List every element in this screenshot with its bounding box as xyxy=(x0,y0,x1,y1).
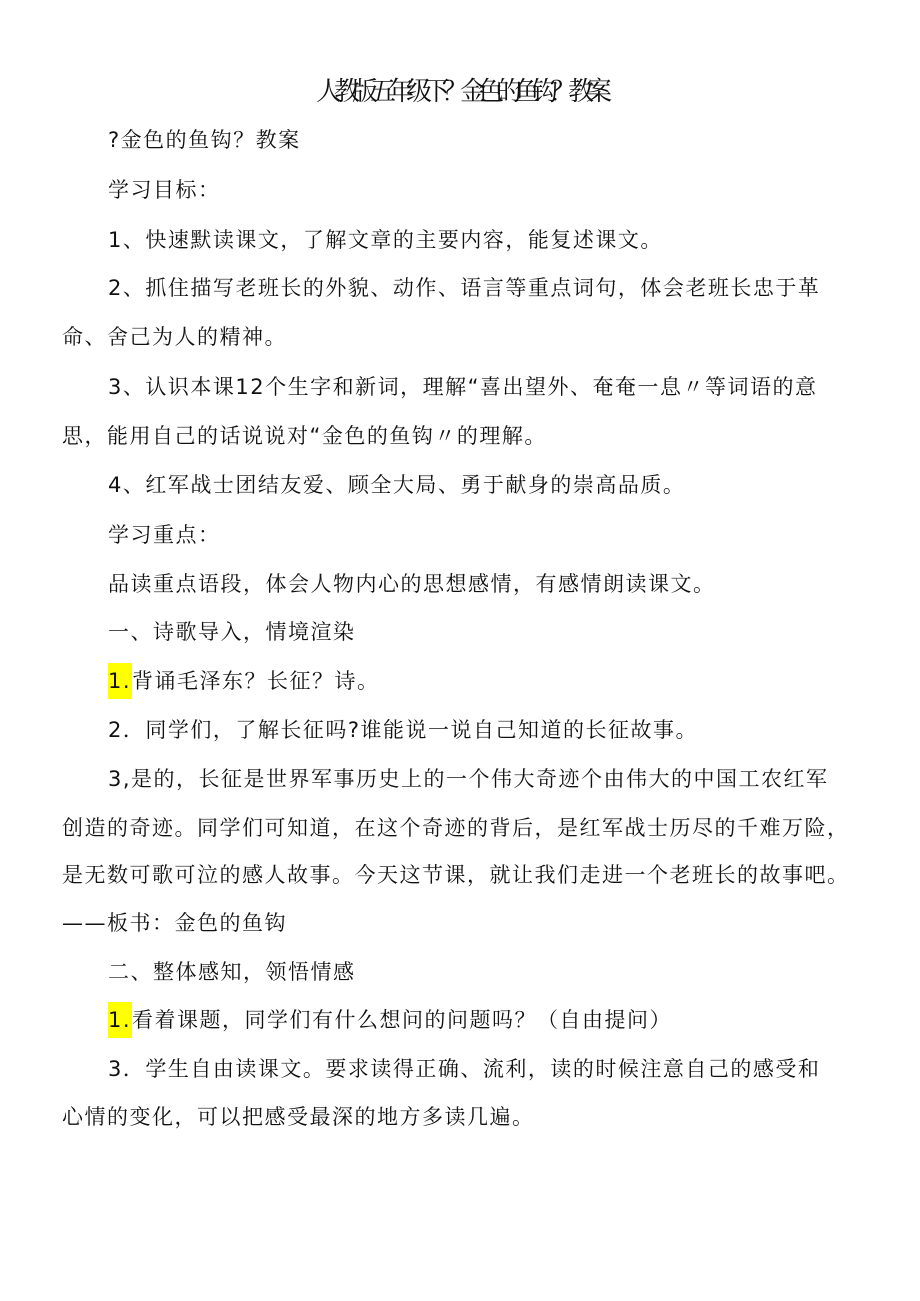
part-1-item-3-line-2: 创造的奇迹。同学们可知道，在这个奇迹的背后，是红军战士历尽的千难万险， xyxy=(62,816,850,840)
goal-4: 4、红军战士团结友爱、顾全大局、勇于献身的崇高品质。 xyxy=(108,473,686,497)
part-1-item-1 xyxy=(108,666,380,696)
highlighted-number: 1. xyxy=(108,663,132,699)
goal-3-line-1: 3、认识本课12个生字和新词，理解“喜出望外、奄奄一息〃等词语的意 xyxy=(108,375,818,399)
part-2-item-3-line-2: 心情的变化，可以把感受最深的地方多读几遍。 xyxy=(62,1105,535,1129)
part-1-heading: 一、诗歌导入，情境渲染 xyxy=(108,620,356,644)
focus-heading: 学习重点： xyxy=(108,523,221,547)
part-2-heading: 二、整体感知，领悟情感 xyxy=(108,960,356,984)
part-2-item-1 xyxy=(108,1005,672,1035)
goal-1: 1、快速默读课文，了解文章的主要内容，能复述课文。 xyxy=(108,228,663,252)
document-title: 人教版五年级下？金色的鱼钩？教案 xyxy=(315,77,604,107)
part-1-item-3-line-3: 是无数可歌可泣的感人故事。今天这节课，就让我们走进一个老班长的故事吧。 xyxy=(62,863,850,887)
goal-2-line-2: 命、舍己为人的精神。 xyxy=(62,325,287,349)
goal-2-line-1: 2、抓住描写老班长的外貌、动作、语言等重点词句，体会老班长忠于革 xyxy=(108,276,821,300)
focus-text: 品读重点语段，体会人物内心的思想感情，有感情朗读课文。 xyxy=(108,572,716,596)
subtitle: ?金色的鱼钩？教案 xyxy=(108,128,301,152)
part-1-item-3-line-1: 3,是的，长征是世界军事历史上的一个伟大奇迹个由伟大的中国工农红军 xyxy=(108,767,829,791)
part-2-item-3-line-1: 3．学生自由读课文。要求读得正确、流利，读的时候注意自己的感受和 xyxy=(108,1057,821,1081)
item-text: 背诵毛泽东？长征？诗。 xyxy=(132,669,380,693)
highlighted-number: 1. xyxy=(108,1002,132,1038)
goals-heading: 学习目标： xyxy=(108,178,221,202)
part-1-item-2: 2．同学们，了解长征吗?谁能说一说自己知道的长征故事。 xyxy=(108,718,699,742)
blackboard-note: ——板书：金色的鱼钩 xyxy=(62,911,287,935)
goal-3-line-2: 思，能用自己的话说说对“金色的鱼钩〃的理解。 xyxy=(62,424,547,448)
item-text: 看着课题，同学们有什么想问的问题吗？（自由提问） xyxy=(132,1008,673,1032)
